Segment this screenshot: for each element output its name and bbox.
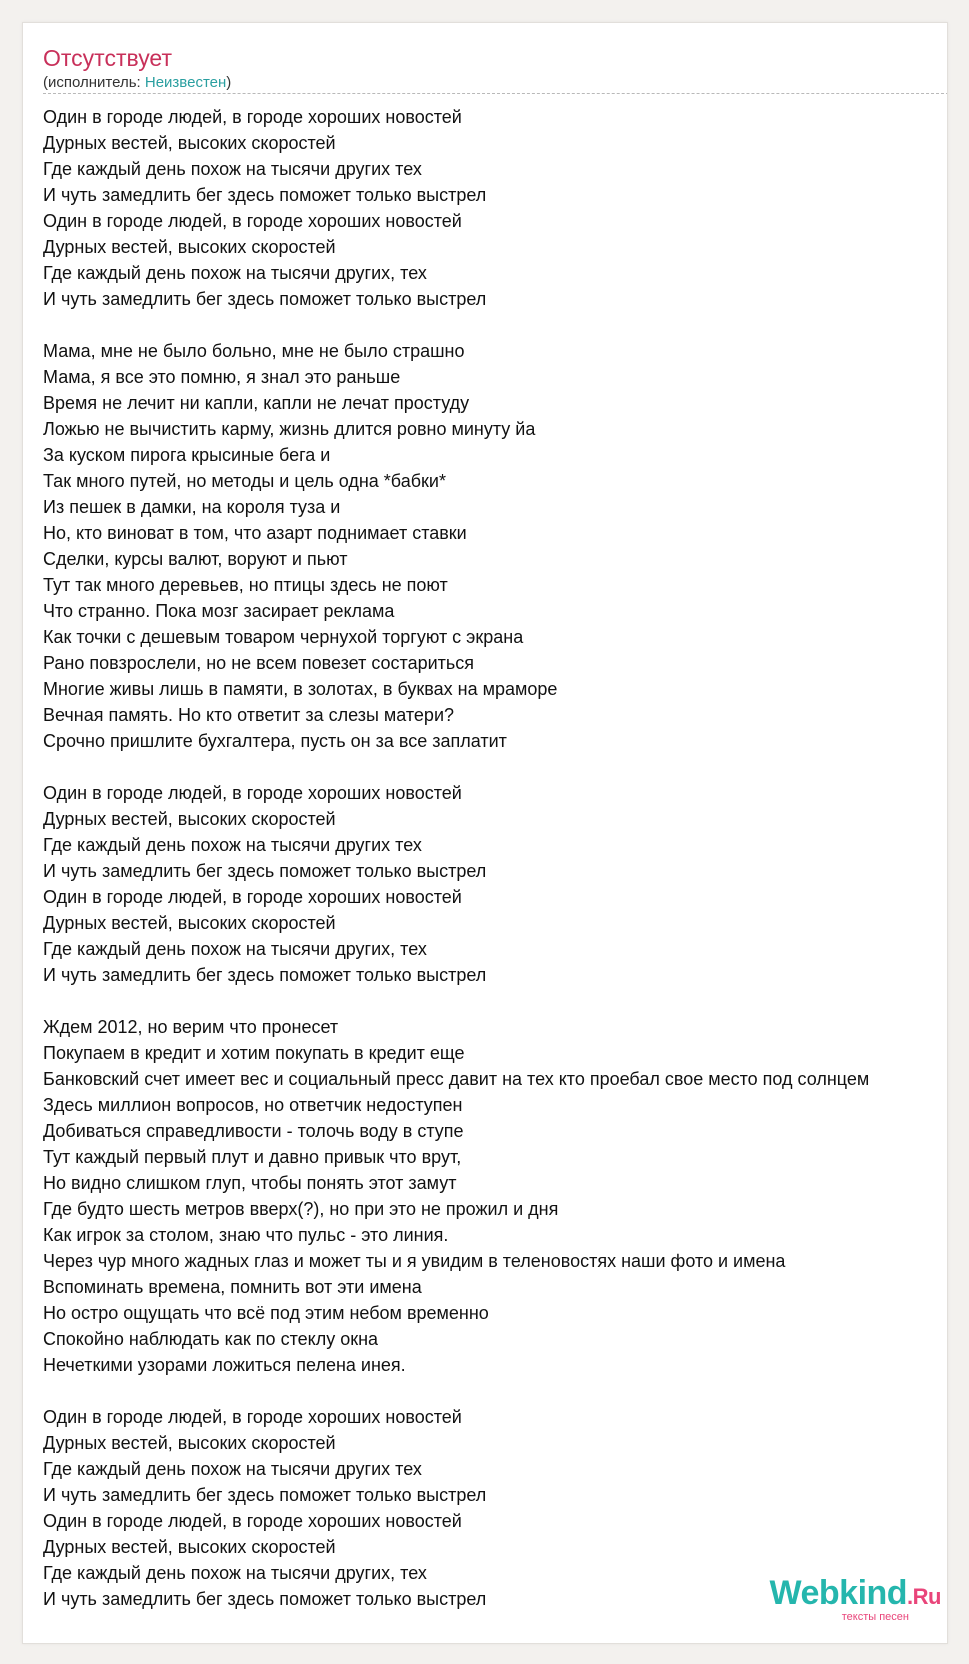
lyric-line: Вспоминать времена, помнить вот эти имена	[43, 1277, 422, 1297]
lyric-line: Где каждый день похож на тысячи других, тех	[43, 1563, 427, 1583]
lyric-line: И чуть замедлить бег здесь поможет только выстрел	[43, 185, 487, 205]
lyric-line: Где каждый день похож на тысячи других тех	[43, 1459, 422, 1479]
lyric-line: Но, кто виноват в том, что азарт поднимает ставки	[43, 523, 467, 543]
lyric-line: Где каждый день похож на тысячи других тех	[43, 159, 422, 179]
lyric-line: И чуть замедлить бег здесь поможет только выстрел	[43, 861, 487, 881]
lyric-line: Один в городе людей, в городе хороших новостей	[43, 887, 462, 907]
lyric-line: Тут каждый первый плут и давно привык что врут,	[43, 1147, 462, 1167]
lyric-line: Один в городе людей, в городе хороших новостей	[43, 1407, 462, 1427]
lyric-line: И чуть замедлить бег здесь поможет только выстрел	[43, 1589, 487, 1609]
lyric-line: И чуть замедлить бег здесь поможет только выстрел	[43, 1485, 487, 1505]
lyric-line: Где каждый день похож на тысячи других тех	[43, 835, 422, 855]
lyric-line: Ложью не вычистить карму, жизнь длится ровно минуту йа	[43, 419, 536, 439]
lyric-line: Время не лечит ни капли, капли не лечат простуду	[43, 393, 470, 413]
lyric-line: Дурных вестей, высоких скоростей	[43, 133, 336, 153]
logo-web: Webkind	[769, 1574, 908, 1612]
stanza-gap	[43, 988, 869, 1014]
lyric-line: Дурных вестей, высоких скоростей	[43, 1537, 336, 1557]
artist-line	[43, 73, 231, 93]
lyric-line: Многие живы лишь в памяти, в золотах, в буквах на мраморе	[43, 679, 558, 699]
lyric-line: Спокойно наблюдать как по стеклу окна	[43, 1329, 379, 1349]
lyric-line: Нечеткими узорами ложиться пелена инея.	[43, 1355, 406, 1375]
logo-dot: .	[907, 1584, 913, 1609]
stanza-gap	[43, 1378, 869, 1404]
lyric-line: Мама, я все это помню, я знал это раньше	[43, 367, 401, 387]
lyric-line: Но видно слишком глуп, чтобы понять этот замут	[43, 1173, 457, 1193]
lyric-line: Так много путей, но методы и цель одна *бабки*	[43, 471, 446, 491]
lyric-line: Что странно. Пока мозг засирает реклама	[43, 601, 395, 621]
lyric-line: Тут так много деревьев, но птицы здесь не поют	[43, 575, 448, 595]
song-title: Отсутствует	[43, 45, 172, 71]
lyric-line: Один в городе людей, в городе хороших новостей	[43, 1511, 462, 1531]
lyric-line: Из пешек в дамки, на короля туза и	[43, 497, 341, 517]
lyric-line: И чуть замедлить бег здесь поможет только выстрел	[43, 965, 487, 985]
lyric-line: Ждем 2012, но верим что пронесет	[43, 1017, 339, 1037]
artist-link[interactable]: Неизвестен	[144, 74, 227, 91]
logo-tagline: тексты песен	[841, 1611, 909, 1623]
lyric-line: Покупаем в кредит и хотим покупать в кредит еще	[43, 1043, 465, 1063]
lyric-line: Рано повзрослели, но не всем повезет состариться	[43, 653, 475, 673]
lyric-line: Сделки, курсы валют, воруют и пьют	[43, 549, 348, 569]
lyric-line: За куском пирога крысиные бега и	[43, 445, 331, 465]
artist-prefix: (исполнитель:	[43, 74, 145, 91]
lyric-line: Мама, мне не было больно, мне не было страшно	[43, 341, 465, 361]
lyric-line: Но остро ощущать что всё под этим небом временно	[43, 1303, 489, 1323]
stanza-gap	[43, 312, 869, 338]
artist-suffix: )	[226, 74, 232, 91]
lyric-line: Дурных вестей, высоких скоростей	[43, 809, 336, 829]
lyrics-card	[22, 22, 948, 1644]
header-divider	[43, 93, 948, 94]
logo-wordmark	[770, 1576, 942, 1614]
site-logo[interactable]	[770, 1576, 942, 1623]
lyric-line: Банковский счет имеет вес и социальный пресс давит на тех кто проебал свое место под солнцем	[43, 1069, 870, 1089]
lyric-line: Где каждый день похож на тысячи других, тех	[43, 939, 427, 959]
lyric-line: Здесь миллион вопросов, но ответчик недоступен	[43, 1095, 463, 1115]
lyric-line: Один в городе людей, в городе хороших новостей	[43, 107, 462, 127]
lyric-line: Где будто шесть метров вверх(?), но при это не прожил и дня	[43, 1199, 559, 1219]
lyric-line: Вечная память. Но кто ответит за слезы матери?	[43, 705, 455, 725]
lyric-line: Срочно пришлите бухгалтера, пусть он за все заплатит	[43, 731, 507, 751]
stanza-gap	[43, 754, 869, 780]
lyric-line: Один в городе людей, в городе хороших новостей	[43, 783, 462, 803]
lyric-line: Добиваться справедливости - толочь воду в ступе	[43, 1121, 464, 1141]
lyric-line: Дурных вестей, высоких скоростей	[43, 913, 336, 933]
lyric-line: Где каждый день похож на тысячи других, тех	[43, 263, 427, 283]
lyrics-text	[43, 104, 869, 1612]
lyric-line: Как игрок за столом, знаю что пульс - это линия.	[43, 1225, 449, 1245]
logo-ru: Ru	[912, 1584, 941, 1609]
lyric-line: Как точки с дешевым товаром чернухой торгуют с экрана	[43, 627, 524, 647]
lyric-line: Один в городе людей, в городе хороших новостей	[43, 211, 462, 231]
lyric-line: Дурных вестей, высоких скоростей	[43, 237, 336, 257]
lyric-line: И чуть замедлить бег здесь поможет только выстрел	[43, 289, 487, 309]
lyric-line: Дурных вестей, высоких скоростей	[43, 1433, 336, 1453]
lyric-line: Через чур много жадных глаз и может ты и я увидим в теленовостях наши фото и имена	[43, 1251, 786, 1271]
